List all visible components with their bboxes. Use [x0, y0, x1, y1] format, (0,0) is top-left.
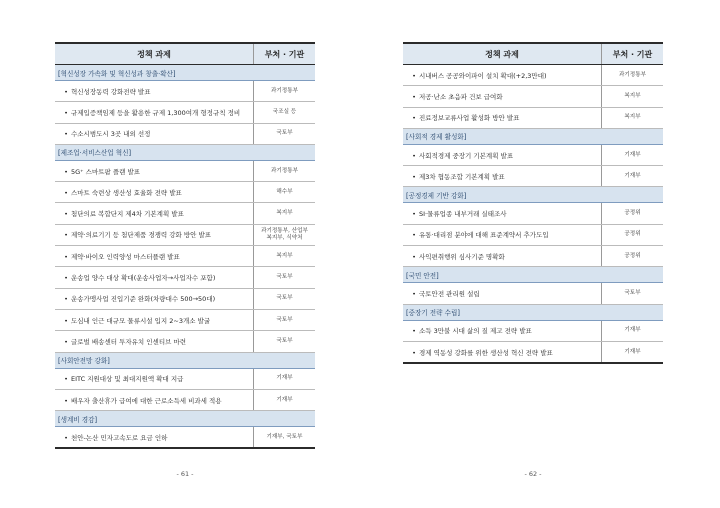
- table-row: [403, 246, 663, 267]
- task-cell: [403, 166, 602, 187]
- dept-cell: 국토부: [254, 331, 316, 352]
- bullet-icon: •: [64, 375, 68, 384]
- task-text: 운송업 양수 대상 확대(운송사업자→사업자수 포함): [71, 274, 216, 283]
- bullet-icon: •: [412, 348, 416, 357]
- task-cell: [403, 107, 602, 128]
- table-row: [55, 81, 315, 102]
- dept-cell: 공정위: [602, 203, 664, 224]
- task-text: 유통·대리점 분야에 대해 표준계약서 추가도입: [419, 231, 549, 240]
- policy-table-right: [403, 42, 663, 364]
- bullet-icon: •: [412, 290, 416, 299]
- section-header: [55, 352, 315, 368]
- bullet-icon: •: [64, 167, 68, 176]
- task-cell: [55, 246, 254, 267]
- task-cell: [55, 123, 254, 144]
- section-label: [사회적 경제 활성화]: [403, 128, 663, 144]
- task-cell: [403, 341, 602, 363]
- task-text: SI·물류업종 내부거래 실태조사: [419, 210, 507, 219]
- task-text: 운송가맹사업 진입기준 완화(차량대수 500→50대): [71, 295, 216, 304]
- table-header: [403, 43, 663, 65]
- task-text: EITC 지원대상 및 최대지원액 확대 지급: [71, 375, 184, 384]
- page-number-right: - 62 -: [524, 470, 542, 478]
- task-cell: [403, 246, 602, 267]
- bullet-icon: •: [64, 231, 68, 240]
- dept-cell: 국조실 등: [254, 102, 316, 123]
- section-header: [403, 267, 663, 283]
- task-text: 시내버스 공공와이파이 설치 확대(+2,3만대): [419, 71, 547, 80]
- table-row: [403, 166, 663, 187]
- dept-cell: 국토부: [254, 288, 316, 309]
- section-header: [55, 144, 315, 160]
- bullet-icon: •: [412, 327, 416, 336]
- table-row: [403, 144, 663, 165]
- task-text: 국토안전 관리원 설립: [419, 290, 480, 299]
- task-cell: [55, 331, 254, 352]
- dept-cell: 복지부: [254, 246, 316, 267]
- bullet-icon: •: [64, 316, 68, 325]
- table-row: [55, 160, 315, 181]
- dept-cell: 과기정통부: [254, 81, 316, 102]
- bullet-icon: •: [64, 295, 68, 304]
- bullet-icon: •: [64, 252, 68, 261]
- dept-cell: 기재부: [602, 341, 664, 363]
- task-cell: [55, 182, 254, 203]
- dept-cell: 기재부: [254, 368, 316, 389]
- section-label: [제조업·서비스산업 혁신]: [55, 144, 315, 160]
- bullet-icon: •: [64, 188, 68, 197]
- table-row: [403, 341, 663, 363]
- bullet-icon: •: [412, 231, 416, 240]
- right-page: [403, 42, 663, 364]
- section-header: [403, 304, 663, 320]
- dept-cell: 해수부: [254, 182, 316, 203]
- task-cell: [403, 283, 602, 304]
- dept-cell: 공정위: [602, 224, 664, 245]
- section-header: [55, 411, 315, 427]
- task-text: 5G⁺ 스마트팜 플랜 발표: [71, 167, 141, 176]
- task-cell: [403, 86, 602, 107]
- table-row: [55, 427, 315, 449]
- table-row: [55, 368, 315, 389]
- task-text: 소득 3만불 시대 삶의 질 제고 전략 발표: [419, 327, 532, 336]
- section-label: [사회안전망 강화]: [55, 352, 315, 368]
- task-text: 사익편취행위 심사기준 명확화: [419, 252, 505, 261]
- task-cell: [55, 224, 254, 245]
- bullet-icon: •: [64, 433, 68, 442]
- task-text: 경제 역동성 강화를 위한 생산성 혁신 전략 발표: [419, 348, 553, 357]
- task-text: 첨단의료 복합단지 제4차 기본계획 발표: [71, 210, 184, 219]
- task-cell: [403, 203, 602, 224]
- task-text: 제약·바이오 인력양성 마스터플랜 발표: [71, 252, 180, 261]
- dept-cell: 국토부: [602, 283, 664, 304]
- bullet-icon: •: [412, 92, 416, 101]
- task-cell: [403, 144, 602, 165]
- table-row: [403, 283, 663, 304]
- table-row: [55, 309, 315, 330]
- page-number-left: - 61 -: [176, 470, 194, 478]
- bullet-icon: •: [64, 130, 68, 139]
- task-text: 제3차 협동조합 기본계획 발표: [419, 172, 505, 181]
- table-body-right: [403, 65, 663, 364]
- task-cell: [55, 427, 254, 449]
- task-cell: [55, 309, 254, 330]
- bullet-icon: •: [64, 210, 68, 219]
- task-cell: [55, 389, 254, 410]
- bullet-icon: •: [412, 210, 416, 219]
- table-row: [403, 203, 663, 224]
- header-dept: 부처 · 기관: [254, 43, 316, 65]
- dept-cell: 국토부: [254, 309, 316, 330]
- section-label: [중장기 전략 수립]: [403, 304, 663, 320]
- task-cell: [55, 368, 254, 389]
- dept-cell: 복지부: [254, 203, 316, 224]
- table-row: [403, 65, 663, 86]
- table-row: [55, 331, 315, 352]
- dept-cell: 국토부: [254, 267, 316, 288]
- table-body-left: [55, 65, 315, 449]
- left-page: [55, 42, 315, 449]
- header-task: 정책 과제: [55, 43, 254, 65]
- task-cell: [403, 320, 602, 341]
- bullet-icon: •: [412, 252, 416, 261]
- section-header: [403, 128, 663, 144]
- table-row: [55, 224, 315, 245]
- section-label: [생계비 경감]: [55, 411, 315, 427]
- table-row: [55, 123, 315, 144]
- task-cell: [55, 81, 254, 102]
- table-row: [55, 267, 315, 288]
- task-text: 글로벌 배송센터 투자유치 인센티브 마련: [71, 337, 187, 346]
- task-text: 도심내 인근 대규모 물류시설 입지 2~3개소 발굴: [71, 316, 211, 325]
- dept-cell: 과기정통부: [602, 65, 664, 86]
- task-text: 저공·난소 초음파 건보 급여화: [419, 92, 503, 101]
- task-cell: [55, 102, 254, 123]
- task-text: 제약·의료기기 등 첨단제품 경쟁력 강화 방안 발표: [71, 231, 212, 240]
- dept-cell: 기재부: [254, 389, 316, 410]
- bullet-icon: •: [412, 151, 416, 160]
- dept-cell: 국토부: [254, 123, 316, 144]
- task-cell: [55, 203, 254, 224]
- table-row: [403, 86, 663, 107]
- task-text: 스마트 숙련상 생산성 효율화 전략 발표: [71, 188, 182, 197]
- table-row: [403, 320, 663, 341]
- bullet-icon: •: [64, 108, 68, 117]
- table-row: [55, 389, 315, 410]
- bullet-icon: •: [412, 71, 416, 80]
- table-header: [55, 43, 315, 65]
- bullet-icon: •: [64, 337, 68, 346]
- task-text: 배우자 출산휴가 급여에 대한 근로소득세 비과세 적용: [71, 396, 222, 405]
- task-cell: [403, 224, 602, 245]
- task-cell: [55, 160, 254, 181]
- dept-cell: 복지부: [602, 86, 664, 107]
- section-header: [55, 65, 315, 81]
- header-dept: 부처 · 기관: [602, 43, 664, 65]
- bullet-icon: •: [64, 274, 68, 283]
- header-task: 정책 과제: [403, 43, 602, 65]
- dept-cell: 기재부: [602, 144, 664, 165]
- dept-cell: 과기정통부, 산업부 복지부, 식약처: [254, 224, 316, 245]
- bullet-icon: •: [64, 396, 68, 405]
- dept-cell: 기재부: [602, 166, 664, 187]
- bullet-icon: •: [412, 172, 416, 181]
- dept-cell: 과기정통부: [254, 160, 316, 181]
- task-text: 규제입증책임제 등을 활용한 규제 1,300여개 형정규칙 정비: [71, 108, 241, 117]
- section-header: [403, 187, 663, 203]
- table-row: [55, 102, 315, 123]
- task-text: 사회적경제 중장기 기본계획 발표: [419, 151, 514, 160]
- task-cell: [55, 288, 254, 309]
- dept-cell: 기재부, 국토부: [254, 427, 316, 449]
- task-text: 혁신성장동력 강화전략 발표: [71, 87, 151, 96]
- dept-cell: 복지부: [602, 107, 664, 128]
- bullet-icon: •: [412, 114, 416, 123]
- policy-table-left: [55, 42, 315, 449]
- task-text: 천안-논산 민자고속도로 요금 인하: [71, 433, 168, 442]
- dept-cell: 기재부: [602, 320, 664, 341]
- dept-cell: 공정위: [602, 246, 664, 267]
- task-cell: [55, 267, 254, 288]
- table-row: [55, 182, 315, 203]
- table-row: [403, 224, 663, 245]
- table-row: [403, 107, 663, 128]
- table-row: [55, 246, 315, 267]
- section-label: [공정경제 기반 강화]: [403, 187, 663, 203]
- bullet-icon: •: [64, 87, 68, 96]
- table-row: [55, 203, 315, 224]
- task-text: 수소시범도시 3곳 내외 선정: [71, 130, 151, 139]
- task-cell: [403, 65, 602, 86]
- section-label: [국민 안전]: [403, 267, 663, 283]
- task-text: 진료정보교류사업 활성화 방안 발표: [419, 114, 520, 123]
- table-row: [55, 288, 315, 309]
- section-label: [혁신성장 가속화 및 혁신성과 창출·확산]: [55, 65, 315, 81]
